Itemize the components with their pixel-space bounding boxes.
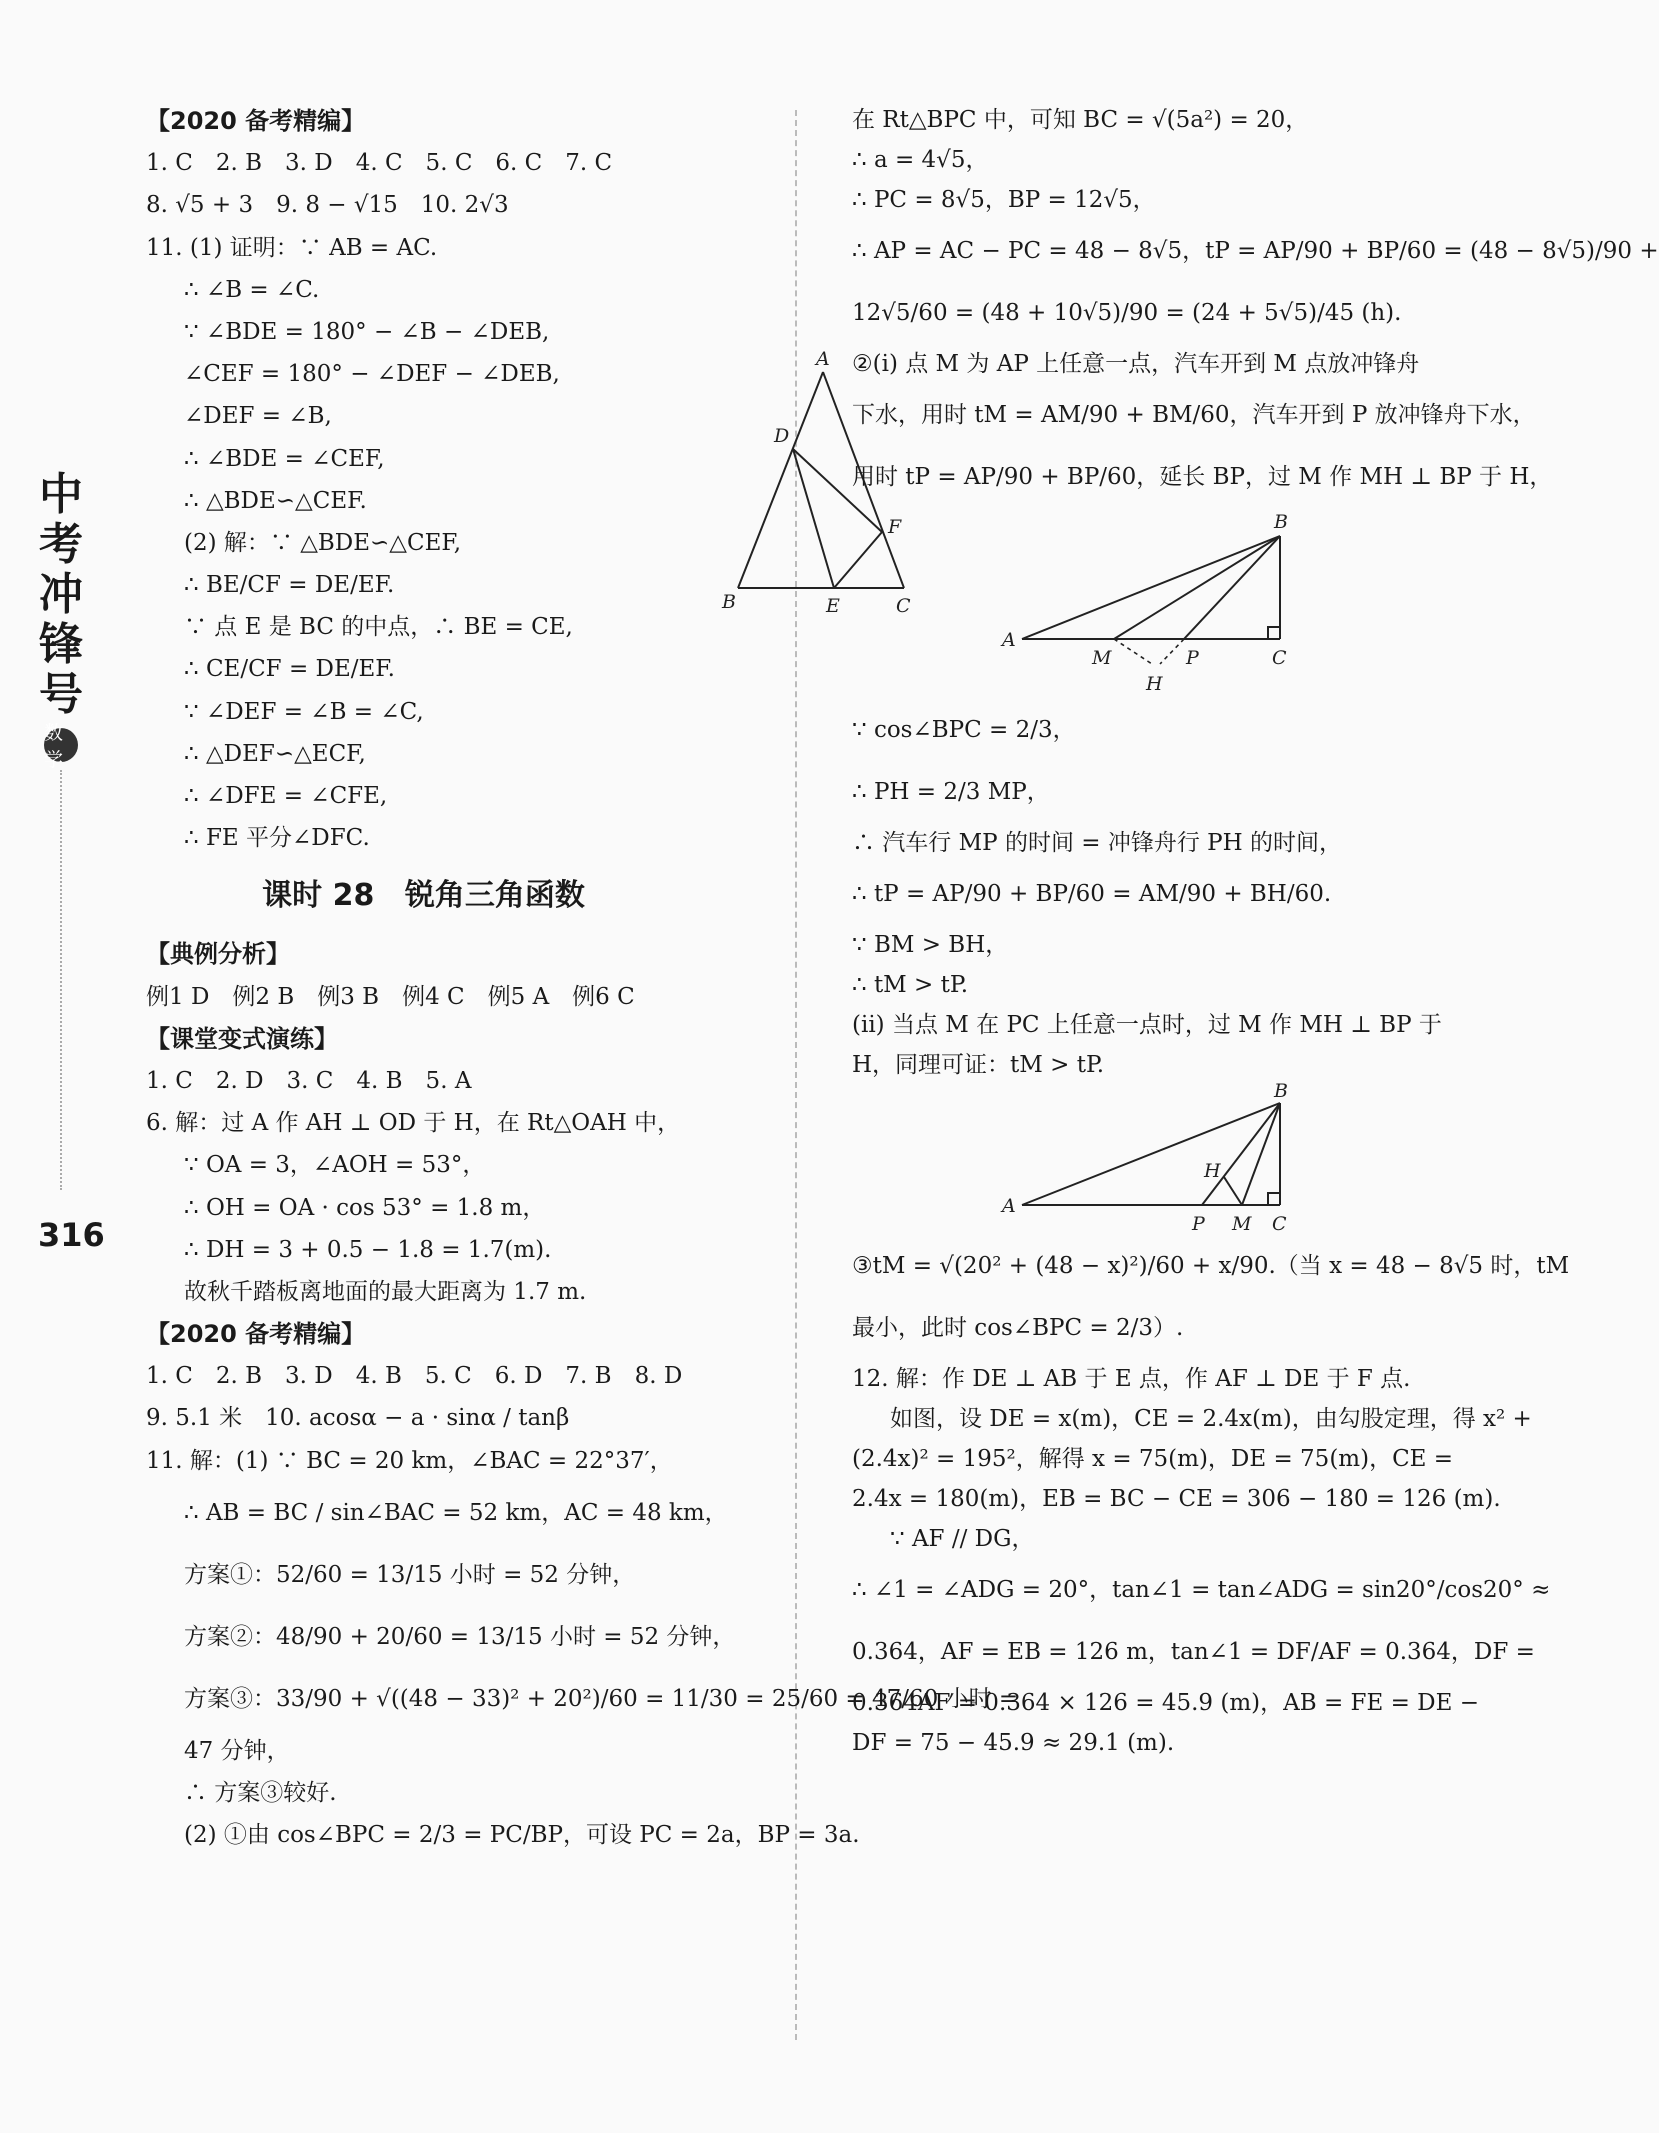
solution-line: (ii) 当点 M 在 PC 上任意一点时，过 M 作 MH ⊥ BP 于: [852, 1012, 1442, 1038]
solution-line: ∴ 方案③较好.: [184, 1780, 337, 1806]
segment-de: [793, 449, 834, 588]
proof-line: ∵ ∠BDE = 180° − ∠B − ∠DEB,: [184, 318, 550, 345]
answer-line: 9. 5.1 米 10. acosα − a · sinα / tanβ: [146, 1405, 570, 1432]
solution-line: ∴ a = 4√5，: [852, 147, 989, 173]
solution-line: ∴ tM > tP.: [852, 972, 968, 998]
label-b: B: [1274, 1080, 1288, 1102]
proof-line: ∴ △DEF∽△ECF,: [184, 740, 366, 767]
proof-line: ∠DEF = ∠B,: [184, 403, 332, 430]
title-char: 冲: [39, 569, 83, 620]
line-ab: [1022, 536, 1280, 639]
solution-line: ∴ AB = BC / sin∠BAC = 52 km，AC = 48 km，: [184, 1499, 728, 1526]
solution-line: ∴ ∠1 = ∠ADG = 20°，tan∠1 = tan∠ADG = sin20°/cos20° ≈: [852, 1577, 1551, 1603]
proof-line: ∴ ∠B = ∠C.: [184, 276, 320, 303]
solution-line: 在 Rt△BPC 中，可知 BC = √(5a²) = 20，: [852, 107, 1309, 133]
solution-line: ∵ OA = 3，∠AOH = 53°，: [184, 1152, 486, 1179]
figure-1: [852, 511, 1447, 699]
solution-line: ∵ BM > BH，: [852, 932, 1009, 958]
proof-line: ∴ △BDE∽△CEF.: [184, 487, 367, 514]
label-p: P: [1192, 1213, 1205, 1235]
chapter-name: 锐角三角函数: [404, 878, 585, 914]
section-header: 【2020 备考精编】: [146, 107, 366, 135]
title-char: 考: [39, 519, 83, 570]
right-angle-c: [1268, 1193, 1280, 1205]
label-b: B: [1274, 511, 1288, 533]
solution-line: 6. 解：过 A 作 AH ⊥ OD 于 H，在 Rt△OAH 中，: [146, 1110, 681, 1137]
label-c: C: [896, 595, 911, 617]
solution-line: H，同理可证：tM > tP.: [852, 1052, 1105, 1078]
subject-badge: 数学: [44, 728, 78, 762]
chapter-number: 课时 28: [262, 878, 375, 914]
label-f: F: [888, 516, 902, 538]
answer-line: 1. C 2. D 3. C 4. B 5. A: [146, 1067, 472, 1094]
line-bm: [1242, 1103, 1280, 1205]
right-column: [852, 100, 1659, 1763]
segment-mh: [1224, 1177, 1242, 1205]
label-c: C: [1272, 1213, 1287, 1235]
answer-line: 8. √5 + 3 9. 8 − √15 10. 2√3: [146, 192, 509, 219]
solution-line: ∴ AP = AC − PC = 48 − 8√5，tP = AP/90 + BP/60 = (48 − 8√5)/90 +: [852, 238, 1659, 264]
solution-line: 11. 解：(1) ∵ BC = 20 km，∠BAC = 22°37′，: [146, 1447, 673, 1474]
solution-line: ②(i) 点 M 为 AP 上任意一点，汽车开到 M 点放冲锋舟: [852, 351, 1420, 377]
section-header: 【2020 备考精编】: [146, 1320, 366, 1349]
solution-line: ∴ OH = OA · cos 53° = 1.8 m，: [184, 1194, 546, 1221]
solution-line: (2) ①由 cos∠BPC = 2/3 = PC/BP，可设 PC = 2a，BP = 3a.: [184, 1822, 860, 1849]
solution-line: 故秋千踏板离地面的最大距离为 1.7 m.: [184, 1278, 587, 1305]
extension-pb: [1160, 639, 1184, 664]
solution-line: 12. 解：作 DE ⊥ AB 于 E 点，作 AF ⊥ DE 于 F 点.: [852, 1366, 1411, 1392]
line-bm: [1114, 536, 1280, 639]
proof-line: ∵ ∠DEF = ∠B = ∠C,: [184, 698, 424, 725]
right-angle-c: [1268, 627, 1280, 639]
label-a: A: [816, 348, 830, 370]
solution-line: ∵ cos∠BPC = 2/3，: [852, 717, 1076, 743]
title-char: 号: [39, 669, 83, 720]
label-a: A: [1002, 1195, 1016, 1217]
solution-line: 0.364，AF = EB = 126 m，tan∠1 = DF/AF = 0.364，DF =: [852, 1639, 1535, 1665]
solution-line: ∴ PH = 2/3 MP，: [852, 779, 1050, 805]
title-char: 锋: [39, 619, 83, 670]
label-p: P: [1186, 647, 1199, 669]
solution-line: 方案②：48/90 + 20/60 = 13/15 小时 = 52 分钟，: [184, 1623, 736, 1650]
proof-line: ∴ FE 平分∠DFC.: [184, 825, 370, 852]
proof-line: ∠CEF = 180° − ∠DEF − ∠DEB,: [184, 361, 560, 388]
proof-line: (2) 解：∵ △BDE∽△CEF,: [184, 529, 462, 556]
label-m: M: [1092, 647, 1112, 669]
solution-line: 2.4x = 180(m)，EB = BC − CE = 306 − 180 = 126 (m).: [852, 1486, 1501, 1512]
solution-line: 用时 tP = AP/90 + BP/60，延长 BP，过 M 作 MH ⊥ BP 于 H，: [852, 464, 1553, 490]
solution-line: ∴ DH = 3 + 0.5 − 1.8 = 1.7(m).: [184, 1236, 552, 1263]
proof-line: ∴ CE/CF = DE/EF.: [184, 656, 395, 683]
label-e: E: [826, 595, 840, 617]
label-h: H: [1204, 1160, 1221, 1182]
proof-line: 11. (1) 证明：∵ AB = AC.: [146, 234, 438, 261]
solution-line: 如图，设 DE = x(m)，CE = 2.4x(m)，由勾股定理，得 x² +: [890, 1406, 1532, 1432]
title-char: 中: [39, 469, 83, 520]
sidebar-dotted-line: [60, 770, 62, 1190]
segment-mh: [1114, 639, 1152, 664]
label-a: A: [1002, 629, 1016, 651]
answer-line: 1. C 2. B 3. D 4. B 5. C 6. D 7. B 8. D: [146, 1363, 683, 1390]
solution-line: 最小，此时 cos∠BPC = 2/3）.: [852, 1315, 1184, 1341]
solution-line: 方案③：33/90 + √((48 − 33)² + 20²)/60 = 11/30 = 25/60 = 47/60 小时 =: [184, 1685, 1019, 1712]
chapter-title: [146, 859, 781, 933]
section-header: 【典例分析】: [146, 940, 290, 969]
solution-line: 12√5/60 = (48 + 10√5)/90 = (24 + 5√5)/45 (h).: [852, 300, 1402, 326]
label-h: H: [1146, 673, 1163, 695]
solution-line: 方案①：52/60 = 13/15 小时 = 52 分钟，: [184, 1561, 636, 1588]
solution-line: ∴ PC = 8√5，BP = 12√5，: [852, 187, 1156, 213]
label-c: C: [1272, 647, 1287, 669]
side-ab: [738, 372, 823, 588]
proof-line: ∴ BE/CF = DE/EF.: [184, 572, 395, 599]
solution-line: ③tM = √(20² + (48 − x)²)/60 + x/90.（当 x = 48 − 8√5 时，tM: [852, 1253, 1570, 1279]
solution-line: ∵ AF // DG，: [890, 1526, 1035, 1552]
answer-line: 例1 D 例2 B 例3 B 例4 C 例5 A 例6 C: [146, 983, 635, 1010]
solution-line: ∴ tP = AP/90 + BP/60 = AM/90 + BH/60.: [852, 881, 1332, 907]
solution-line: DF = 75 − 45.9 ≈ 29.1 (m).: [852, 1730, 1175, 1756]
answer-line: 1. C 2. B 3. D 4. C 5. C 6. C 7. C: [146, 150, 613, 177]
label-d: D: [774, 425, 790, 447]
label-b: B: [722, 591, 736, 613]
sidebar-book-title: [36, 470, 86, 1190]
proof-line: ∴ ∠DFE = ∠CFE,: [184, 783, 388, 809]
page-number: 316: [38, 1216, 105, 1254]
solution-line: ∴ 汽车行 MP 的时间 = 冲锋舟行 PH 的时间，: [852, 830, 1343, 856]
label-m: M: [1232, 1213, 1252, 1235]
figure-2: [852, 1080, 1447, 1235]
solution-line: 47 分钟，: [184, 1737, 290, 1764]
section-header: 【课堂变式演练】: [146, 1024, 338, 1053]
solution-line: 下水，用时 tM = AM/90 + BM/60，汽车开到 P 放冲锋舟下水，: [852, 402, 1536, 428]
solution-line: (2.4x)² = 195²，解得 x = 75(m)，DE = 75(m)，CE =: [852, 1446, 1454, 1472]
proof-line: ∴ ∠BDE = ∠CEF,: [184, 445, 385, 472]
proof-line: ∵ 点 E 是 BC 的中点，∴ BE = CE,: [184, 614, 573, 641]
solution-line: 0.364AF = 0.364 × 126 = 45.9 (m)，AB = FE = DE −: [852, 1690, 1479, 1716]
